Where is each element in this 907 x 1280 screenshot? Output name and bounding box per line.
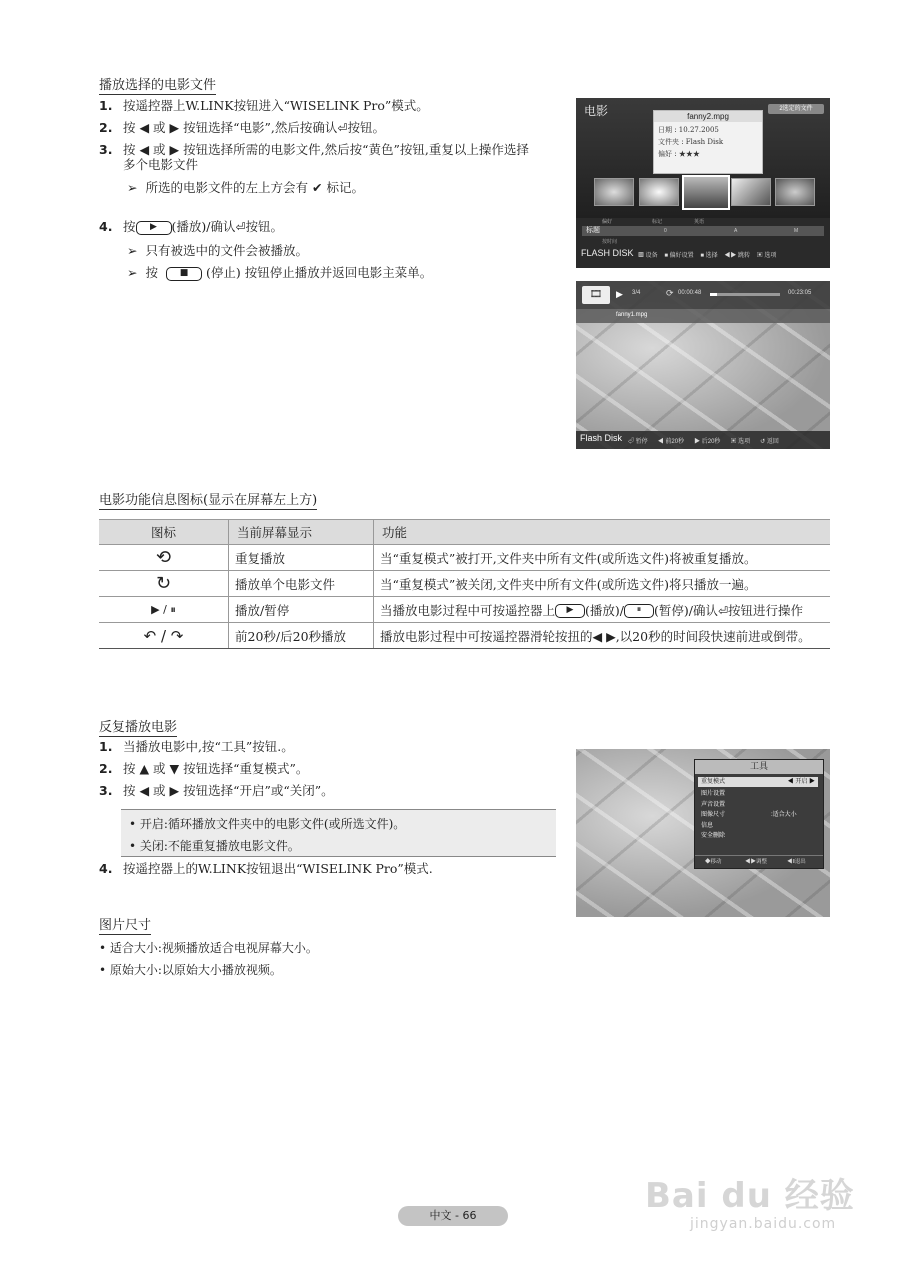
repeat-step-1: 1. 当播放电影中,按“工具”按钮.。 — [99, 739, 294, 754]
pause-button-icon: ⏸ — [624, 604, 654, 618]
popup-folder: 文件夹 : Flash Disk — [658, 138, 724, 146]
play-button-icon: ▶ — [555, 604, 585, 618]
step-4: 4. 按 ▶ (播放)/确认⏎按钮。 — [99, 219, 284, 234]
section-title-picture-size: 图片尺寸 — [99, 914, 151, 935]
table-row: ⟲ 重复播放 当“重复模式”被打开,文件夹中所有文件(或所选文件)将被重复播放。 — [99, 545, 830, 571]
popup-filename: fanny2.mpg — [654, 111, 762, 122]
footer-options: ▣ 选项 — [756, 253, 777, 259]
selected-files-badge: 2选定的文件 — [768, 104, 824, 114]
table-header: 当前屏幕显示 — [229, 520, 374, 545]
file-info-popup — [653, 110, 763, 174]
footer-options: ▣ 选项 — [730, 439, 751, 445]
repeat-options-box: • 开启:循环播放文件夹中的电影文件(或所选文件)。 • 关闭:不能重复播放电影文件。 — [121, 809, 556, 857]
tools-item-sound[interactable]: 声音设置 — [701, 801, 726, 808]
tools-menu — [694, 759, 824, 869]
playback-counter: 3/4 — [632, 290, 641, 296]
repeat-step-4: 4. 按遥控器上的W.LINK按钮退出“WISELINK Pro”模式. — [99, 861, 433, 876]
baidu-logo-watermark: Bai du 经验 — [645, 1176, 855, 1216]
enter-icon: ⏎ — [717, 603, 729, 618]
footer-select: ■ 选择 — [700, 253, 718, 259]
footer-pause: ⏎ 暂停 — [628, 439, 648, 445]
stop-button-icon: ■ — [166, 267, 202, 281]
screen-title: 电影 — [584, 104, 609, 118]
tools-menu-screen — [576, 749, 830, 917]
tools-item-safe-remove[interactable]: 安全删除 — [701, 833, 726, 839]
popup-favorite: 偏好 : ★★★ — [658, 150, 700, 158]
play-button-icon: ▶ — [136, 221, 172, 235]
table-header: 功能 — [374, 520, 831, 545]
sort-slider[interactable]: 标题 0 A M — [582, 226, 824, 236]
section-title-repeat: 反复播放电影 — [99, 716, 177, 737]
time-elapsed: 00:00:48 — [678, 290, 702, 296]
table-row: ▶ / ⏸ 播放/暂停 当播放电影过程中可按遥控器上 ▶ (播放)/ ⏸ (暂停)/确认⏎按钮进行操作 — [99, 597, 830, 623]
play-pause-icon: ▶ / ⏸ — [99, 597, 229, 623]
enter-icon: ⏎ — [337, 121, 348, 135]
table-row: ↶ / ↷ 前20秒/后20秒播放 播放电影过程中可按遥控器滑轮按扭的◀ ▶,以20秒的时间段快速前进或倒带。 — [99, 623, 830, 649]
step-4-note-2: ➢ 按 ■ (停止) 按钮停止播放并返回电影主菜单。 — [127, 265, 433, 280]
tools-menu-footer: ◆移动 ◀▶调整 ◀‖退出 — [695, 855, 823, 868]
movie-browser-screen: 电影 2选定的文件 fanny2.mpg 日期 : 10.27.2005 文件夹 : Flash Disk 偏好 : ★★★ 偏好 标记 英语 标题 0 A M 按时间 FLASH DISK ▩ 设备 ■ 偏好设置 ■ 选择 ◀▶ 跳转 ▣ 选项 — [576, 98, 830, 268]
repeat-once-icon: ↻ — [99, 571, 229, 597]
step-2: 2. 按 ◀ 或 ▶ 按钮选择“电影”,然后按确认⏎按钮。 — [99, 120, 385, 135]
thumbnail[interactable] — [731, 178, 771, 206]
step-3-note: ➢ 所选的电影文件的左上方会有 ✔ 标记。 — [127, 180, 364, 195]
tools-item-info[interactable]: 信息 — [701, 822, 714, 829]
play-state-icon: ▶ — [616, 289, 623, 299]
time-total: 00:23:05 — [788, 290, 812, 296]
repeat-icon: ⟳ — [666, 288, 674, 298]
screen-footer — [638, 250, 776, 259]
footer-rewind: ◀ 前20秒 — [657, 439, 685, 445]
repeat-step-3: 3. 按 ◀ 或 ▶ 按钮选择“开启”或“关闭”。 — [99, 783, 334, 798]
section-title-icons: 电影功能信息图标(显示在屏幕左上方) — [99, 489, 317, 510]
step-3: 3. 按 ◀ 或 ▶ 按钮选择所需的电影文件,然后按“黄色”按钮,重复以上操作选择 多个电影文件 — [99, 142, 529, 172]
footer-forward: ▶ 后20秒 — [694, 439, 721, 445]
step-4-note-1: ➢ 只有被选中的文件会被播放。 — [127, 243, 308, 258]
tools-item-picture[interactable]: 图片设置 — [701, 791, 726, 797]
thumbnail[interactable] — [775, 178, 815, 206]
note-arrow-icon: ➢ — [127, 265, 138, 280]
footer-device: ▩ 设备 — [638, 253, 658, 259]
table-header: 图标 — [99, 520, 229, 545]
footer-favorite: ■ 偏好设置 — [664, 253, 694, 259]
repeat-icon: ⟲ — [99, 545, 229, 571]
repeat-step-2: 2. 按 ▲ 或 ▼ 按钮选择“重复模式”。 — [99, 761, 309, 776]
movie-playback-screen — [576, 281, 830, 449]
thumbnail-selected[interactable] — [682, 175, 730, 210]
watermark-url: jingyan.baidu.com — [690, 1216, 837, 1232]
section-title-play-movie: 播放选择的电影文件 — [99, 74, 216, 95]
note-arrow-icon: ➢ — [127, 180, 138, 195]
enter-icon: ⏎ — [235, 220, 246, 234]
source-label: FLASH DISK — [581, 248, 634, 258]
page-number: 中文 - 66 — [398, 1206, 508, 1226]
check-mark-icon: ✔ — [311, 180, 323, 195]
footer-jump: ◀▶ 跳转 — [724, 253, 751, 259]
popup-date: 日期 : 10.27.2005 — [658, 126, 719, 134]
step-1: 1. 按遥控器上W.LINK按钮进入“WISELINK Pro”模式。 — [99, 98, 429, 113]
playing-filename: fanny1.mpg — [616, 312, 648, 318]
note-arrow-icon: ➢ — [127, 243, 138, 258]
table-row: ↻ 播放单个电影文件 当“重复模式”被关闭,文件夹中所有文件(或所选文件)将只播放一遍。 — [99, 571, 830, 597]
playback-footer — [628, 436, 779, 445]
tools-item-size[interactable]: 图像尺寸 :适合大小 — [701, 812, 797, 818]
film-icon: 🎞 — [582, 286, 610, 304]
picture-size-item: • 原始大小:以原始大小播放视频。 — [99, 963, 282, 977]
footer-return: ↺ 返回 — [760, 439, 779, 445]
tools-item-repeat[interactable]: 重复模式 ◀ 开启 ▶ — [698, 777, 818, 787]
source-label: Flash Disk — [580, 433, 623, 443]
thumbnail[interactable] — [594, 178, 634, 206]
thumbnail[interactable] — [639, 178, 679, 206]
tools-menu-title: 工具 — [695, 760, 823, 774]
icon-info-table — [99, 519, 830, 649]
picture-size-item: • 适合大小:视频播放适合电视屏幕大小。 — [99, 941, 318, 955]
progress-bar[interactable] — [710, 293, 780, 296]
skip-20s-icon: ↶ / ↷ — [99, 623, 229, 649]
